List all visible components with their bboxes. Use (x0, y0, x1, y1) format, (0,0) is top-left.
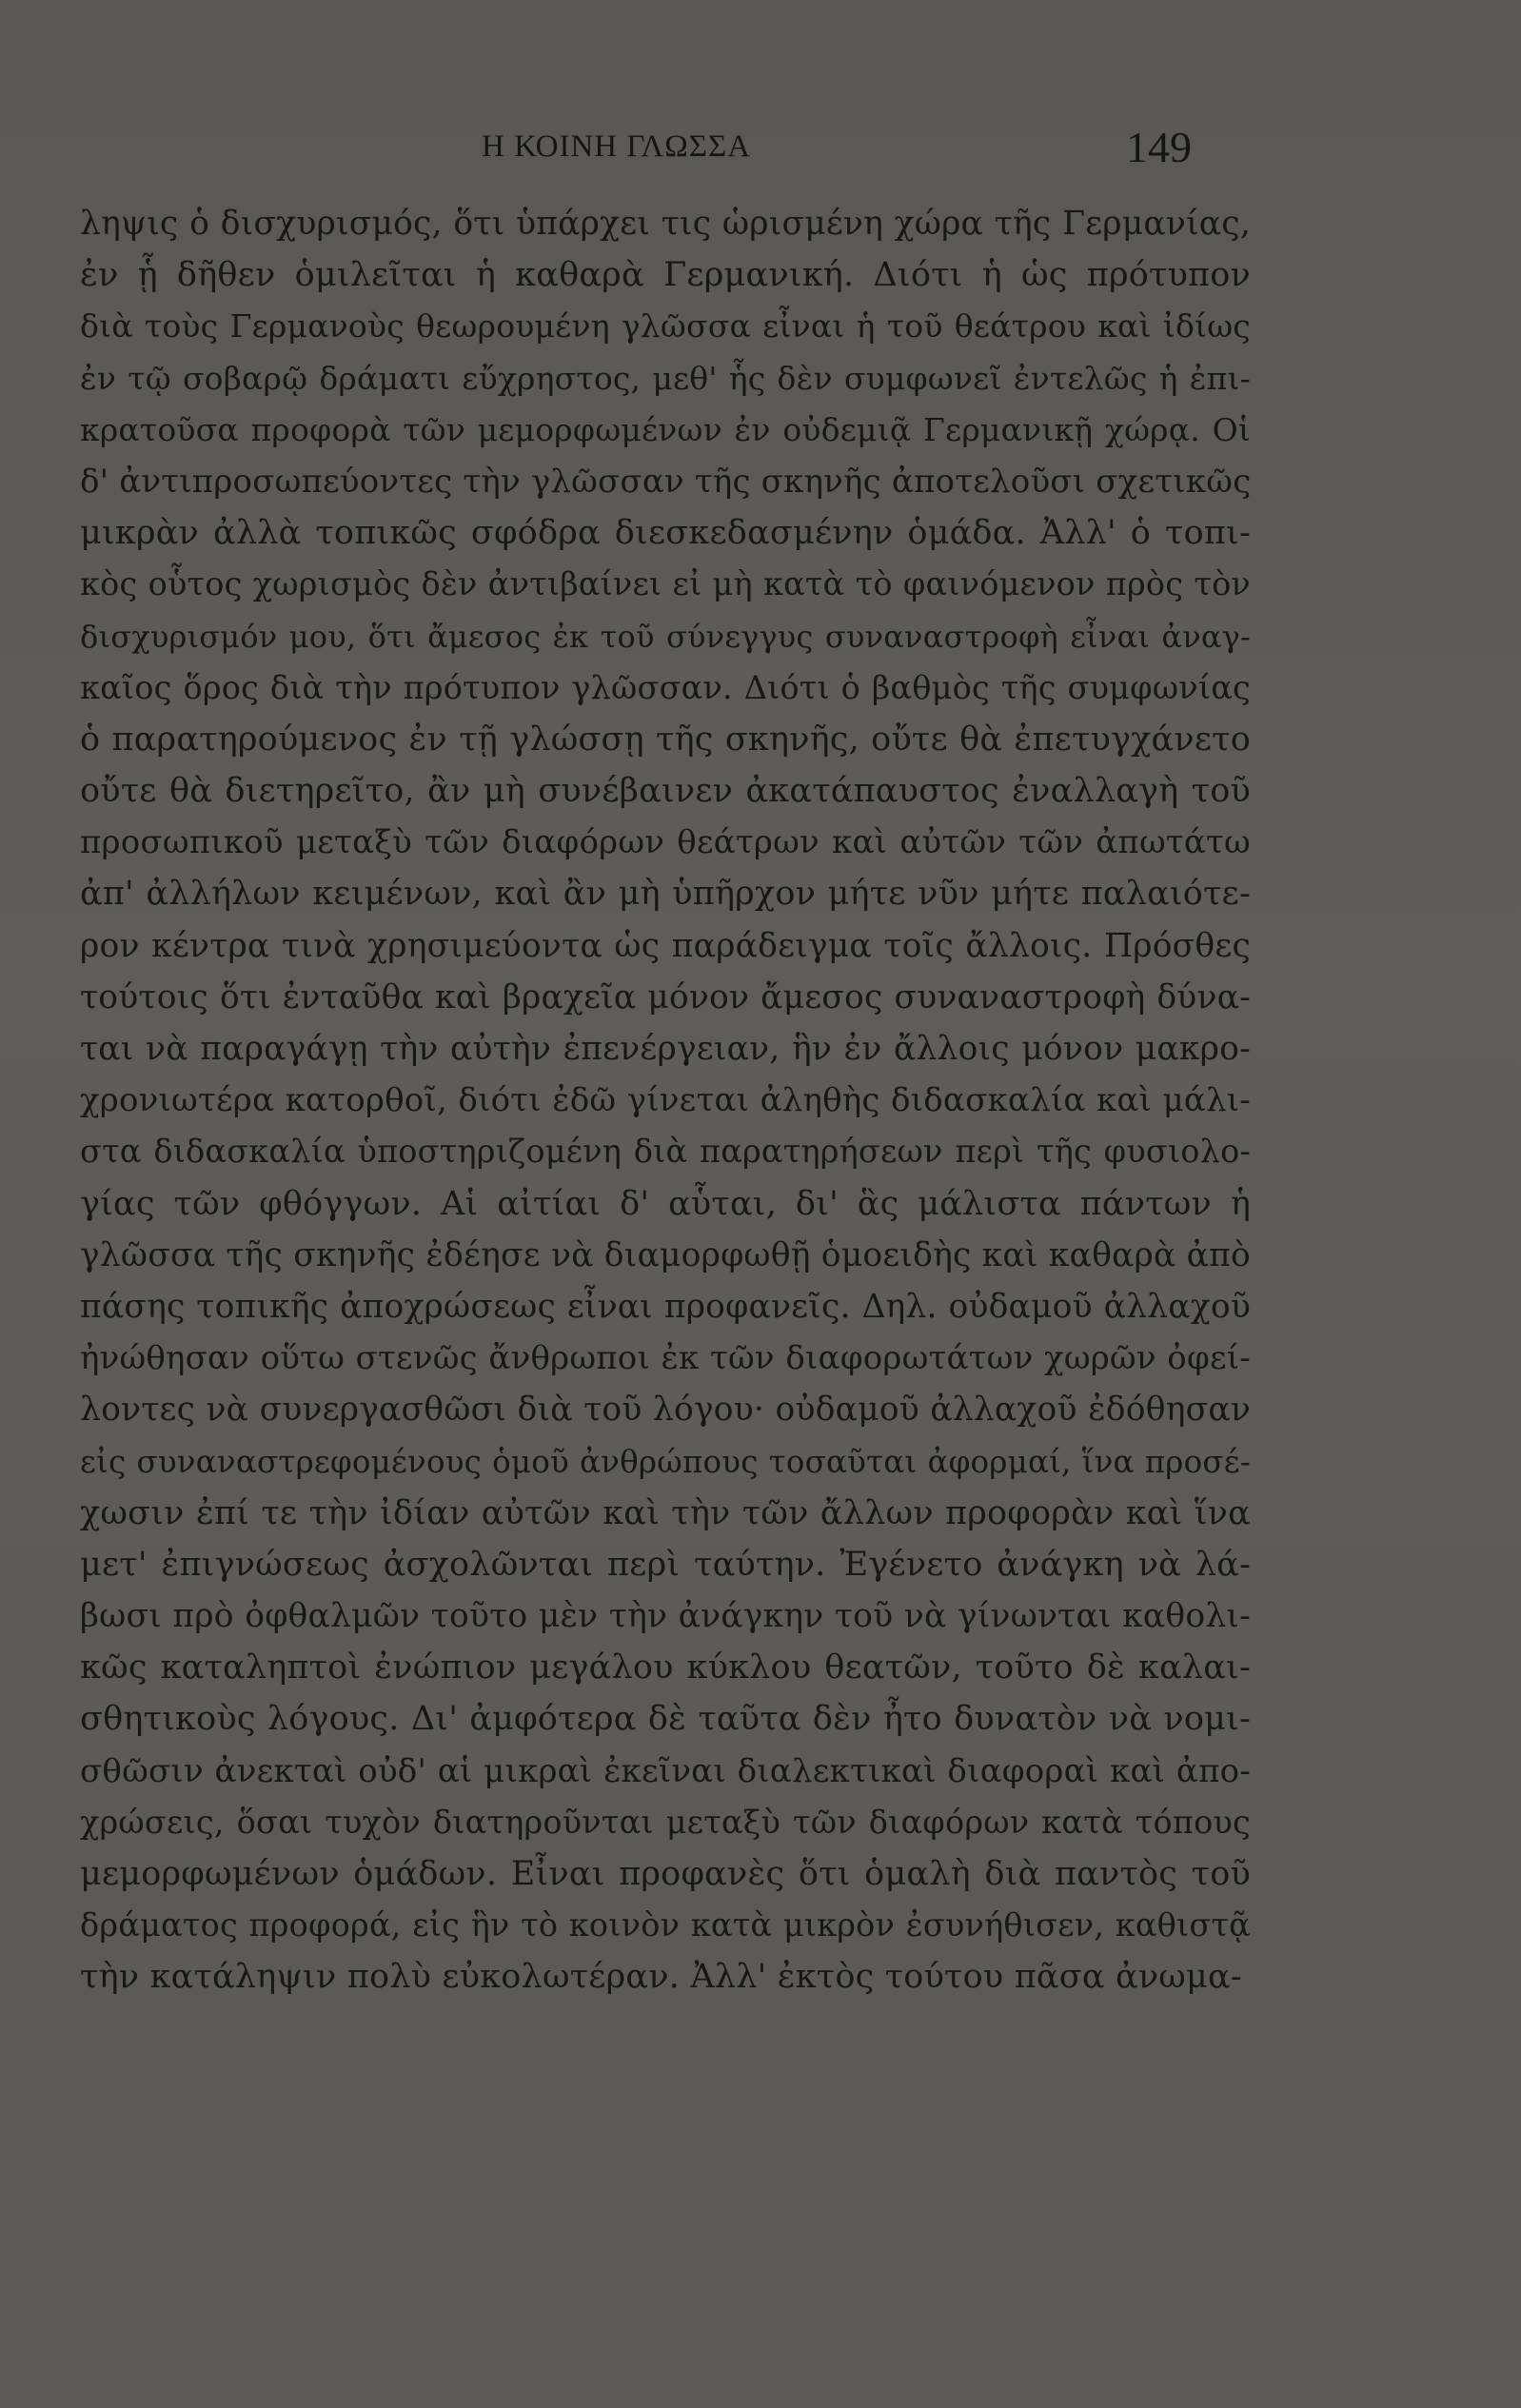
text-line: καῖος ὅρος διὰ τὴν πρότυπον γλῶσσαν. Διότι ὁ βαθμὸς τῆς συμφωνίας (80, 668, 1251, 706)
text-line: ἠνώθησαν οὕτω στενῶς ἄνθρωποι ἐκ τῶν διαφορωτάτων χωρῶν ὀφεί- (80, 1339, 1251, 1378)
text-line: ὁ παρατηρούμενος ἐν τῇ γλώσσῃ τῆς σκηνῆς, οὔτε θὰ ἐπετυγχάνετο (80, 720, 1251, 759)
text-line: μετ' ἐπιγνώσεως ἀσχολῶνται περὶ ταύτην. Ἐγένετο ἀνάγκη νὰ λά- (80, 1545, 1251, 1584)
text-line: διὰ τοὺς Γερμανοὺς θεωρουμένη γλῶσσα εἶναι ἡ τοῦ θεάτρου καὶ ἰδίως (80, 307, 1251, 345)
running-head: Η ΚΟΙΝΗ ΓΛΩΣΣΑ (482, 129, 752, 164)
text-line: ληψις ὁ δισχυρισμός, ὅτι ὑπάρχει τις ὡρισμένη χώρα τῆς Γερμανίας, (80, 205, 1251, 243)
text-line: εἰς συναναστρεφομένους ὁμοῦ ἀνθρώπους τοσαῦται ἀφορμαί, ἵνα προσέ- (80, 1443, 1251, 1480)
text-line: γλῶσσα τῆς σκηνῆς ἐδέησε νὰ διαμορφωθῇ ὁμοειδὴς καὶ καθαρὰ ἀπὸ (80, 1235, 1252, 1274)
text-line: τὴν κατάληψιν πολὺ εὐκολωτέραν. Ἀλλ' ἐκτὸς τούτου πᾶσα ἀνωμα- (80, 1958, 1242, 1997)
text-line: μικρὰν ἀλλὰ τοπικῶς σφόδρα διεσκεδασμένην ὁμάδα. Ἀλλ' ὁ τοπι- (80, 514, 1251, 553)
text-line: μεμορφωμένων ὁμάδων. Εἶναι προφανὲς ὅτι ὁμαλὴ διὰ παντὸς τοῦ (80, 1855, 1251, 1893)
text-line: χρονιωτέρα κατορθοῖ, διότι ἐδῶ γίνεται ἀληθὴς διδασκαλία καὶ μάλι- (80, 1081, 1251, 1120)
text-line: βωσι πρὸ ὀφθαλμῶν τοῦτο μὲν τὴν ἀνάγκην τοῦ νὰ γίνωνται καθολι- (80, 1597, 1251, 1636)
page-header (0, 122, 1521, 179)
text-line: λοντες νὰ συνεργασθῶσι διὰ τοῦ λόγου· οὐδαμοῦ ἀλλαχοῦ ἐδόθησαν (80, 1391, 1251, 1430)
text-line: δράματος προφορά, εἰς ἣν τὸ κοινὸν κατὰ μικρὸν ἐσυνήθισεν, καθιστᾷ (80, 1906, 1251, 1944)
page-number: 149 (1126, 123, 1192, 171)
text-line: κῶς καταληπτοὶ ἐνώπιον μεγάλου κύκλου θεατῶν, τοῦτο δὲ καλαι- (80, 1648, 1251, 1688)
text-line: κὸς οὗτος χωρισμὸς δὲν ἀντιβαίνει εἰ μὴ κατὰ τὸ φαινόμενον πρὸς τὸν (80, 565, 1251, 603)
text-line: ἀπ' ἀλλήλων κειμένων, καὶ ἂν μὴ ὑπῆρχον μήτε νῦν μήτε παλαιότε- (80, 875, 1251, 914)
text-line: κρατοῦσα προφορὰ τῶν μεμορφωμένων ἐν οὐδεμιᾷ Γερμανικῇ χώρᾳ. Οἱ (80, 410, 1251, 448)
text-line: πάσης τοπικῆς ἀποχρώσεως εἶναι προφανεῖς. Δηλ. οὐδαμοῦ ἀλλαχοῦ (80, 1287, 1251, 1326)
text-line: χωσιν ἐπί τε τὴν ἰδίαν αὐτῶν καὶ τὴν τῶν ἄλλων προφορὰν καὶ ἵνα (80, 1493, 1251, 1532)
text-line: στα διδασκαλία ὑποστηριζομένη διὰ παρατηρήσεων περὶ τῆς φυσιολο- (80, 1133, 1251, 1171)
text-line: ἐν τῷ σοβαρῷ δράματι εὔχρηστος, μεθ' ἧς δὲν συμφωνεῖ ἐντελῶς ἡ ἐπι- (80, 359, 1251, 397)
text-line: δισχυρισμόν μου, ὅτι ἄμεσος ἐκ τοῦ σύνεγγυς συναναστροφὴ εἶναι ἀναγ- (80, 618, 1251, 655)
body-text (80, 198, 1251, 2003)
text-line: σθῶσιν ἀνεκταὶ οὐδ' αἱ μικραὶ ἐκεῖναι διαλεκτικαὶ διαφοραὶ καὶ ἀπο- (80, 1751, 1251, 1790)
text-line: οὔτε θὰ διετηρεῖτο, ἂν μὴ συνέβαινεν ἀκατάπαυστος ἐναλλαγὴ τοῦ (80, 772, 1251, 811)
text-line: τούτοις ὅτι ἐνταῦθα καὶ βραχεῖα μόνον ἄμεσος συναναστροφὴ δύνα- (80, 977, 1251, 1016)
text-line: σθητικοὺς λόγους. Δι' ἀμφότερα δὲ ταῦτα δὲν ἦτο δυνατὸν νὰ νομι- (80, 1700, 1251, 1739)
text-line: ἐν ᾗ δῆθεν ὁμιλεῖται ἡ καθαρὰ Γερμανική. Διότι ἡ ὡς πρότυπον (80, 256, 1251, 295)
text-line: ρον κέντρα τινὰ χρησιμεύοντα ὡς παράδειγμα τοῖς ἄλλοις. Πρόσθες (80, 926, 1251, 965)
text-line: προσωπικοῦ μεταξὺ τῶν διαφόρων θεάτρων καὶ αὐτῶν τῶν ἀπωτάτω (80, 823, 1251, 862)
text-line: γίας τῶν φθόγγων. Αἱ αἰτίαι δ' αὗται, δι' ἃς μάλιστα πάντων ἡ (80, 1184, 1251, 1223)
text-line: δ' ἀντιπροσωπεύοντες τὴν γλῶσσαν τῆς σκηνῆς ἀποτελοῦσι σχετικῶς (80, 462, 1252, 501)
text-line: χρώσεις, ὅσαι τυχὸν διατηροῦνται μεταξὺ τῶν διαφόρων κατὰ τόπους (80, 1803, 1251, 1841)
text-line: ται νὰ παραγάγῃ τὴν αὐτὴν ἐπενέργειαν, ἣν ἐν ἄλλοις μόνον μακρο- (80, 1030, 1251, 1068)
